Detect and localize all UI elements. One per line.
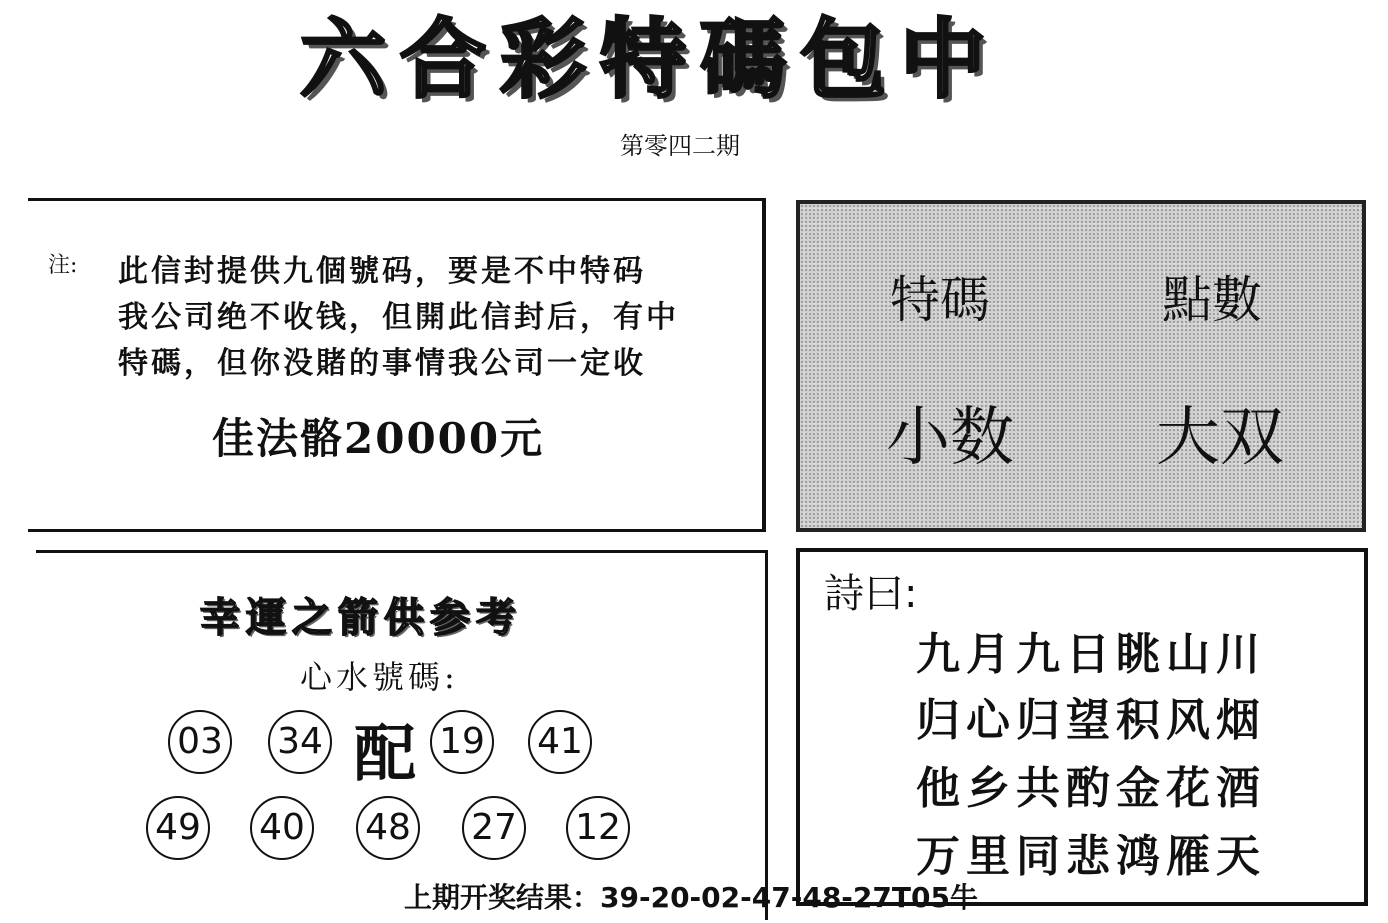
notice-line-1: 此信封提供九個號码，要是不中特码 xyxy=(118,254,646,289)
pairing-character: 配 xyxy=(354,717,417,790)
poem-line-1: 九月九日眺山川 xyxy=(916,629,1266,680)
lucky-subtitle: 心水號碼: xyxy=(300,658,459,696)
poem-line-2: 归心归望积风烟 xyxy=(916,695,1266,746)
lucky-number-ball: 40 xyxy=(250,796,314,860)
points-value: 大双 xyxy=(1156,401,1284,475)
page-title: 六合彩特碼包中 xyxy=(300,9,1000,110)
lucky-title: 幸運之箭供参考 xyxy=(200,594,522,641)
lucky-number-ball: 34 xyxy=(268,710,332,774)
poem-label: 詩曰: xyxy=(824,571,918,617)
notice-line-2: 我公司绝不收钱，但開此信封后，有中 xyxy=(118,300,679,335)
notice-label: 注: xyxy=(48,253,78,278)
lucky-number-ball: 49 xyxy=(146,796,210,860)
special-number-value: 小数 xyxy=(886,401,1014,475)
poem-line-4: 万里同悲鸿雁天 xyxy=(916,831,1266,882)
lucky-number-ball: 41 xyxy=(528,710,592,774)
special-number-box xyxy=(796,200,1366,532)
lucky-number-ball: 48 xyxy=(356,796,420,860)
issue-number: 第零四二期 xyxy=(620,132,740,160)
notice-line-3: 特碼，但你没賭的事情我公司一定收 xyxy=(118,346,646,381)
notice-fine: 佳法骼20000元 xyxy=(212,414,545,463)
lucky-number-ball: 12 xyxy=(566,796,630,860)
poem-line-3: 他乡共酌金花酒 xyxy=(916,763,1266,814)
lucky-number-ball: 03 xyxy=(168,710,232,774)
lucky-number-ball: 27 xyxy=(462,796,526,860)
special-number-heading: 特碼 xyxy=(890,271,990,329)
last-draw-result: 上期开奖结果：39-20-02-47-48-27T05牛 xyxy=(404,881,978,914)
lucky-number-ball: 19 xyxy=(430,710,494,774)
points-heading: 點數 xyxy=(1162,271,1262,329)
